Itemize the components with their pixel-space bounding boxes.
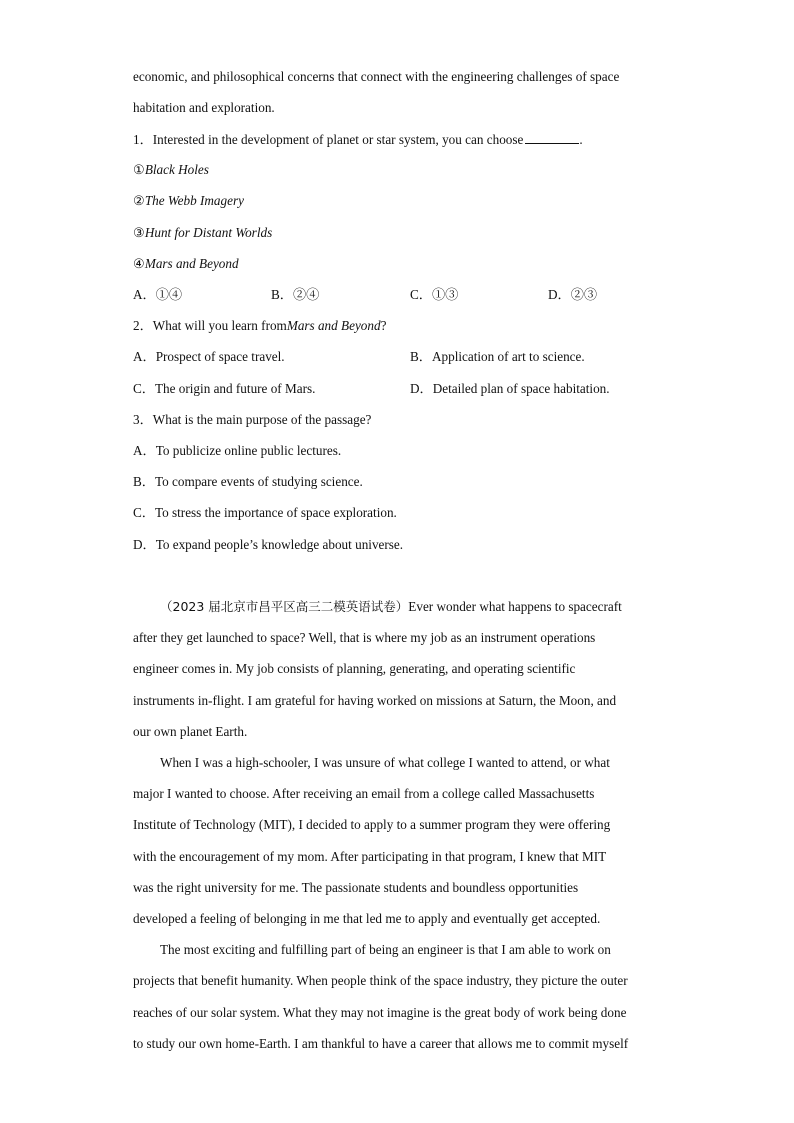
passage-line-11: developed a feeling of belonging in me that led me to apply and eventually get accepted. xyxy=(133,911,601,926)
passage-line-15: to study our own home-Earth. I am thankful to have a career that allows me to commit myself xyxy=(133,1036,629,1051)
q1-item-4-text: Mars and Beyond xyxy=(144,256,239,271)
q2-option-b[interactable]: B．Application of art to science. xyxy=(410,349,585,364)
answer-blank xyxy=(525,131,579,144)
passage-line-9: with the encouragement of my mom. After participating in that program, I knew that MIT xyxy=(133,849,607,864)
question-2-tail: ? xyxy=(380,318,387,333)
q1-item-3-text: Hunt for Distant Worlds xyxy=(144,225,273,240)
q1-item-3-num: ③ xyxy=(133,225,145,240)
q2-option-d[interactable]: D．Detailed plan of space habitation. xyxy=(410,381,610,396)
q1-option-b[interactable]: B．②④ xyxy=(271,287,320,302)
passage-line-8: Institute of Technology (MIT), I decided to apply to a summer program they were offering xyxy=(133,817,611,832)
q1-item-4-num: ④ xyxy=(133,256,145,271)
q1-item-4 xyxy=(133,256,239,272)
passage-source: （2023 届北京市昌平区高三二模英语试卷） xyxy=(160,599,409,614)
q1-item-1 xyxy=(133,162,209,178)
q1-item-2 xyxy=(133,193,244,209)
question-1-stem xyxy=(133,131,583,148)
passage-line-3: engineer comes in. My job consists of planning, generating, and operating scientific xyxy=(133,661,576,676)
question-2-text: 2．What will you learn from xyxy=(133,318,287,333)
q2-option-a[interactable]: A．Prospect of space travel. xyxy=(133,349,285,364)
q1-item-2-num: ② xyxy=(133,193,145,208)
passage-line-5: our own planet Earth. xyxy=(133,724,248,739)
passage-line-14: reaches of our solar system. What they may not imagine is the great body of work being done xyxy=(133,1005,627,1020)
passage-line-2: after they get launched to space? Well, that is where my job as an instrument operations xyxy=(133,630,596,645)
q1-item-1-text: Black Holes xyxy=(144,162,209,177)
intro-line-1: economic, and philosophical concerns that connect with the engineering challenges of space xyxy=(133,69,620,84)
question-1-text: 1．Interested in the development of planet or star system, you can choose xyxy=(133,132,524,147)
question-3-stem: 3．What is the main purpose of the passage? xyxy=(133,412,372,427)
q3-option-d[interactable]: D．To expand people’s knowledge about universe. xyxy=(133,537,404,552)
q1-option-c[interactable]: C．①③ xyxy=(410,287,459,302)
passage-line-1: Ever wonder what happens to spacecraft xyxy=(408,599,622,614)
q2-option-c[interactable]: C．The origin and future of Mars. xyxy=(133,381,316,396)
passage-line-13: projects that benefit humanity. When people think of the space industry, they picture the outer xyxy=(133,973,628,988)
passage-line-6: When I was a high-schooler, I was unsure of what college I wanted to attend, or what xyxy=(160,755,610,770)
q1-option-d[interactable]: D．②③ xyxy=(548,287,598,302)
intro-line-2: habitation and exploration. xyxy=(133,100,275,115)
passage-line-12: The most exciting and fulfilling part of being an engineer is that I am able to work on xyxy=(160,942,611,957)
q3-option-b[interactable]: B．To compare events of studying science. xyxy=(133,474,363,489)
passage-line-10: was the right university for me. The passionate students and boundless opportunities xyxy=(133,880,579,895)
q1-item-1-num: ① xyxy=(133,162,145,177)
q1-item-3 xyxy=(133,225,272,241)
passage-line-4: instruments in-flight. I am grateful for having worked on missions at Saturn, the Moon, and xyxy=(133,693,617,708)
q3-option-c[interactable]: C．To stress the importance of space exploration. xyxy=(133,505,397,520)
q1-item-2-text: The Webb Imagery xyxy=(144,193,244,208)
passage-first-line xyxy=(160,599,622,615)
question-2-stem xyxy=(133,318,386,334)
question-2-title: Mars and Beyond xyxy=(286,318,381,333)
passage-line-7: major I wanted to choose. After receiving an email from a college called Massachusetts xyxy=(133,786,595,801)
q3-option-a[interactable]: A．To publicize online public lectures. xyxy=(133,443,342,458)
question-1-tail: . xyxy=(579,132,583,147)
q1-option-a[interactable]: A．①④ xyxy=(133,287,183,302)
